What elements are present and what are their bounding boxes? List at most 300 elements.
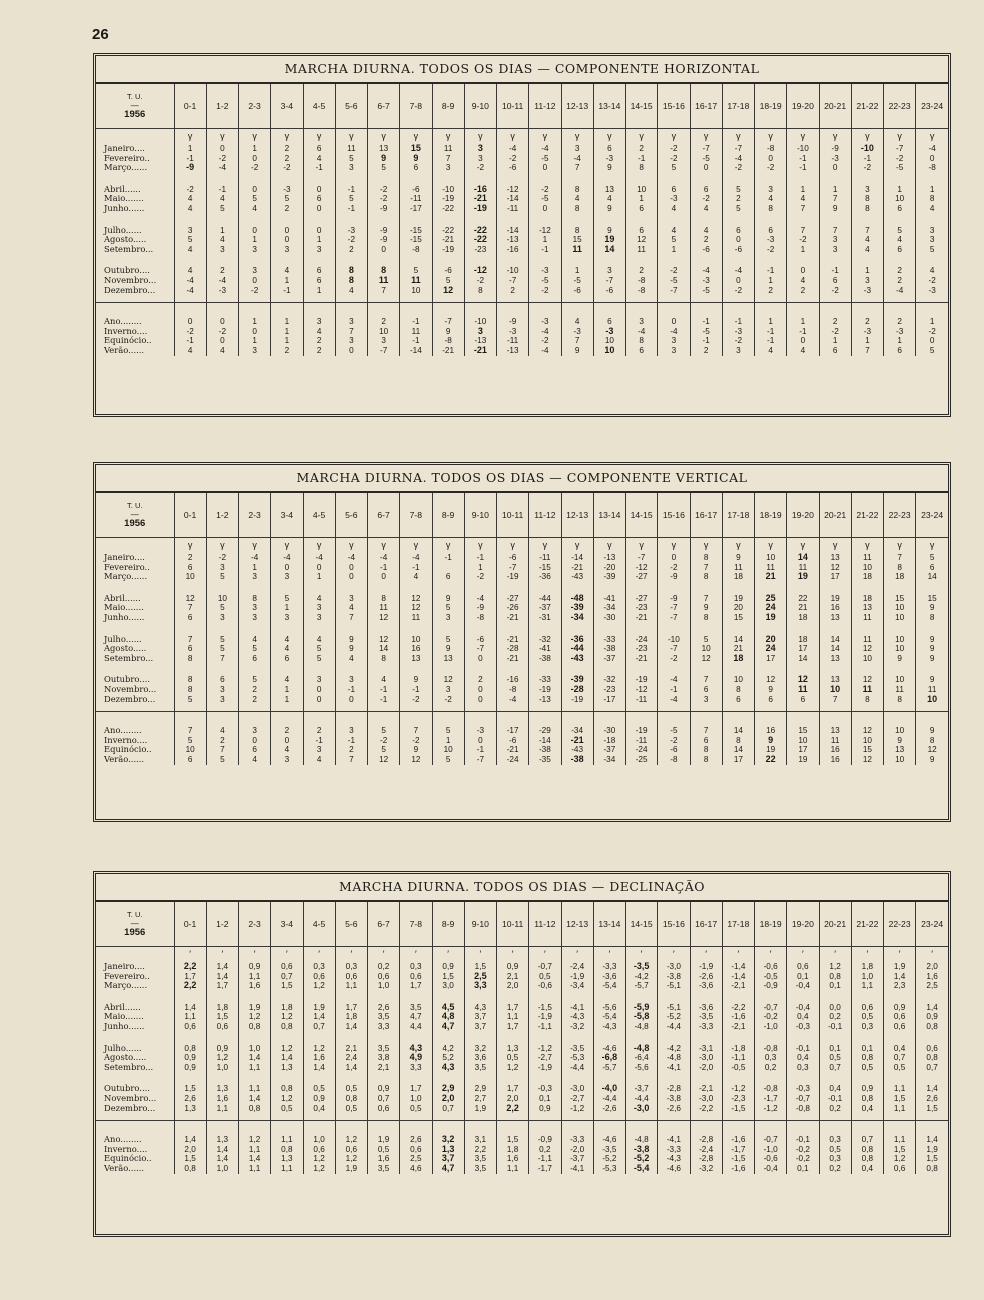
value-cell: 0,3 bbox=[819, 1154, 851, 1164]
value-cell: 6 bbox=[787, 695, 819, 705]
value-cell: 1,8 bbox=[851, 962, 883, 972]
value-cell: 8 bbox=[851, 204, 883, 214]
value-cell: -3,6 bbox=[593, 972, 625, 982]
value-cell: -8 bbox=[755, 144, 787, 154]
value-cell: 11 bbox=[851, 685, 883, 695]
value-cell: -3,8 bbox=[658, 972, 690, 982]
value-cell: -5 bbox=[529, 194, 561, 204]
value-cell: 21 bbox=[722, 644, 754, 654]
row-label: Agosto..... bbox=[104, 235, 147, 245]
value-cell: 7 bbox=[174, 603, 206, 613]
value-cell: -1 bbox=[432, 553, 464, 563]
value-cell: 7 bbox=[851, 226, 883, 236]
value-cell: -1 bbox=[174, 154, 206, 164]
value-cell: -1,1 bbox=[529, 1154, 561, 1164]
unit-cell: ′ bbox=[884, 947, 916, 963]
value-cell: -4 bbox=[206, 163, 238, 173]
unit-cell: γ bbox=[626, 129, 658, 145]
table-row bbox=[96, 654, 948, 664]
value-cell: -0,4 bbox=[787, 981, 819, 991]
value-cell: 2 bbox=[271, 154, 303, 164]
value-cell: 0,7 bbox=[851, 1135, 883, 1145]
value-cell: 3 bbox=[916, 235, 948, 245]
value-cell: 4 bbox=[400, 572, 432, 582]
hour-header: 0-1 bbox=[174, 493, 206, 538]
unit-cell: γ bbox=[787, 538, 819, 554]
value-cell: 5 bbox=[335, 154, 367, 164]
value-cell: 4 bbox=[787, 346, 819, 356]
value-cell: 9 bbox=[432, 327, 464, 337]
value-cell: -2 bbox=[658, 736, 690, 746]
value-cell: 16 bbox=[755, 726, 787, 736]
value-cell bbox=[432, 563, 464, 573]
value-cell: 0,4 bbox=[787, 1012, 819, 1022]
table-row bbox=[96, 204, 948, 214]
value-cell: 10 bbox=[722, 675, 754, 685]
value-cell: -9 bbox=[464, 603, 496, 613]
value-cell: 0 bbox=[722, 276, 754, 286]
value-cell: 0 bbox=[916, 154, 948, 164]
value-cell: 10 bbox=[626, 185, 658, 195]
value-cell: 1 bbox=[271, 685, 303, 695]
value-cell: -5 bbox=[884, 163, 916, 173]
value-cell: -2,8 bbox=[690, 1135, 722, 1145]
value-cell: 9 bbox=[755, 736, 787, 746]
value-cell: 8 bbox=[561, 185, 593, 195]
value-cell: 1,1 bbox=[174, 1012, 206, 1022]
value-cell: 10 bbox=[884, 635, 916, 645]
value-cell: 0,8 bbox=[851, 1053, 883, 1063]
value-cell: 0,4 bbox=[787, 1053, 819, 1063]
value-cell: 1,0 bbox=[239, 1044, 271, 1054]
value-cell: 4 bbox=[239, 635, 271, 645]
value-cell: -2 bbox=[529, 185, 561, 195]
table-row bbox=[96, 594, 948, 604]
value-cell: -0,9 bbox=[529, 1135, 561, 1145]
value-cell: 12 bbox=[851, 675, 883, 685]
value-cell: 1 bbox=[851, 336, 883, 346]
value-cell: 5 bbox=[658, 163, 690, 173]
value-cell: 0,9 bbox=[529, 1104, 561, 1114]
table-row bbox=[96, 245, 948, 255]
value-cell: -2 bbox=[368, 736, 400, 746]
hour-header: 20-21 bbox=[819, 902, 851, 947]
row-label: Maio....... bbox=[104, 1012, 144, 1022]
row-label: Outubro.... bbox=[104, 1084, 150, 1094]
value-cell: 10 bbox=[368, 327, 400, 337]
value-cell: 4,4 bbox=[400, 1022, 432, 1032]
value-cell: 9 bbox=[916, 603, 948, 613]
value-cell: 4 bbox=[239, 204, 271, 214]
hour-header: 19-20 bbox=[787, 84, 819, 129]
value-cell: 16 bbox=[400, 644, 432, 654]
value-cell: -15 bbox=[400, 235, 432, 245]
value-cell: -3,5 bbox=[690, 1012, 722, 1022]
value-cell: 1 bbox=[884, 185, 916, 195]
value-cell: -2 bbox=[239, 163, 271, 173]
table-row bbox=[96, 276, 948, 286]
unit-cell: γ bbox=[593, 129, 625, 145]
value-cell: -0,5 bbox=[755, 972, 787, 982]
value-cell: -3 bbox=[851, 286, 883, 296]
value-cell: -2 bbox=[400, 695, 432, 705]
value-cell: 1,1 bbox=[851, 981, 883, 991]
value-cell: 2,6 bbox=[916, 1094, 948, 1104]
value-cell: 1,4 bbox=[239, 1154, 271, 1164]
value-cell: 7 bbox=[884, 553, 916, 563]
value-cell: -7 bbox=[497, 276, 529, 286]
value-cell: 1,5 bbox=[174, 1154, 206, 1164]
value-cell: 0 bbox=[206, 336, 238, 346]
value-cell: -1,0 bbox=[755, 1145, 787, 1155]
value-cell: 0,9 bbox=[174, 1063, 206, 1073]
value-cell: 2,0 bbox=[174, 1145, 206, 1155]
value-cell: 3 bbox=[916, 226, 948, 236]
value-cell: 0,5 bbox=[851, 1012, 883, 1022]
table-row bbox=[96, 1022, 948, 1032]
hour-header: 8-9 bbox=[432, 493, 464, 538]
value-cell: 5 bbox=[206, 755, 238, 765]
row-label: Junho...... bbox=[104, 203, 145, 213]
value-cell: -2 bbox=[755, 245, 787, 255]
table-row bbox=[96, 1094, 948, 1104]
value-cell: 1,3 bbox=[432, 1145, 464, 1155]
value-cell: 7 bbox=[335, 613, 367, 623]
value-cell: 12 bbox=[368, 635, 400, 645]
value-cell: -6 bbox=[561, 286, 593, 296]
value-cell: 4 bbox=[658, 204, 690, 214]
value-cell: 0 bbox=[368, 245, 400, 255]
value-cell: -1 bbox=[368, 563, 400, 573]
value-cell: 11 bbox=[851, 635, 883, 645]
value-cell: -4,1 bbox=[658, 1063, 690, 1073]
value-cell: -0,3 bbox=[787, 1084, 819, 1094]
value-cell: -1,6 bbox=[722, 1012, 754, 1022]
value-cell: 2,2 bbox=[174, 981, 206, 991]
value-cell: -5 bbox=[690, 286, 722, 296]
value-cell: -5,2 bbox=[626, 1154, 658, 1164]
value-cell: -2 bbox=[755, 163, 787, 173]
hour-header: 9-10 bbox=[464, 902, 496, 947]
time-units-label: T. U. bbox=[127, 92, 143, 101]
value-cell: 0,6 bbox=[851, 1003, 883, 1013]
value-cell: 2 bbox=[464, 675, 496, 685]
value-cell: 5 bbox=[271, 594, 303, 604]
value-cell: 4 bbox=[884, 235, 916, 245]
data-table bbox=[96, 493, 948, 765]
value-cell: -1 bbox=[690, 317, 722, 327]
value-cell: -2 bbox=[658, 154, 690, 164]
value-cell: 8 bbox=[239, 594, 271, 604]
row-label: Março...... bbox=[104, 163, 148, 173]
value-cell: -5 bbox=[690, 327, 722, 337]
value-cell: 8 bbox=[368, 654, 400, 664]
value-cell: 21 bbox=[755, 572, 787, 582]
unit-cell: γ bbox=[626, 538, 658, 554]
table-row bbox=[96, 1053, 948, 1063]
value-cell: -1,5 bbox=[722, 1104, 754, 1114]
value-cell: 5 bbox=[206, 644, 238, 654]
value-cell: -2 bbox=[206, 327, 238, 337]
value-cell: 2 bbox=[368, 317, 400, 327]
hour-header: 0-1 bbox=[174, 84, 206, 129]
value-cell: 20 bbox=[722, 603, 754, 613]
value-cell: -4 bbox=[368, 553, 400, 563]
value-cell: 4 bbox=[335, 286, 367, 296]
unit-cell: γ bbox=[593, 538, 625, 554]
value-cell: 9 bbox=[755, 685, 787, 695]
value-cell: 11 bbox=[787, 563, 819, 573]
value-cell: 8 bbox=[916, 613, 948, 623]
value-cell: 1,2 bbox=[239, 1012, 271, 1022]
value-cell: 0,8 bbox=[335, 1094, 367, 1104]
value-cell: -22 bbox=[432, 204, 464, 214]
value-cell: 15 bbox=[787, 726, 819, 736]
value-cell: 0 bbox=[335, 572, 367, 582]
value-cell: -44 bbox=[561, 644, 593, 654]
hour-header: 5-6 bbox=[335, 493, 367, 538]
value-cell: -27 bbox=[626, 594, 658, 604]
value-cell: -4 bbox=[658, 675, 690, 685]
hour-header: 3-4 bbox=[271, 902, 303, 947]
value-cell: 5 bbox=[174, 235, 206, 245]
value-cell: -1,2 bbox=[722, 1084, 754, 1094]
value-cell: -1 bbox=[335, 736, 367, 746]
time-units-label: T. U. bbox=[127, 910, 143, 919]
value-cell: 1,1 bbox=[239, 1145, 271, 1155]
value-cell: -21 bbox=[464, 194, 496, 204]
value-cell: 5 bbox=[432, 603, 464, 613]
value-cell: -3,7 bbox=[561, 1154, 593, 1164]
value-cell: 7 bbox=[335, 755, 367, 765]
value-cell: 7 bbox=[400, 726, 432, 736]
value-cell: 0,9 bbox=[851, 1084, 883, 1094]
value-cell: 8 bbox=[174, 654, 206, 664]
value-cell: -5,3 bbox=[561, 1053, 593, 1063]
value-cell: 4 bbox=[174, 204, 206, 214]
value-cell: -1,4 bbox=[722, 972, 754, 982]
value-cell: -6 bbox=[658, 745, 690, 755]
value-cell: 4 bbox=[690, 204, 722, 214]
value-cell: 9 bbox=[593, 204, 625, 214]
value-cell: 0,9 bbox=[174, 1053, 206, 1063]
value-cell: -3,3 bbox=[561, 1135, 593, 1145]
unit-cell: ′ bbox=[368, 947, 400, 963]
table-row bbox=[96, 194, 948, 204]
value-cell: 18 bbox=[787, 635, 819, 645]
hour-header: 17-18 bbox=[722, 493, 754, 538]
value-cell: 0 bbox=[722, 235, 754, 245]
unit-cell: ′ bbox=[561, 947, 593, 963]
value-cell: -21 bbox=[626, 613, 658, 623]
value-cell: -0,7 bbox=[529, 962, 561, 972]
value-cell: 3 bbox=[239, 266, 271, 276]
value-cell: 0 bbox=[303, 695, 335, 705]
value-cell: 0,5 bbox=[497, 1053, 529, 1063]
value-cell: 1,2 bbox=[303, 1044, 335, 1054]
value-cell: -2,0 bbox=[561, 1145, 593, 1155]
hour-header: 7-8 bbox=[400, 493, 432, 538]
value-cell: 0 bbox=[658, 553, 690, 563]
value-cell: 5 bbox=[916, 553, 948, 563]
value-cell: 24 bbox=[755, 603, 787, 613]
value-cell: 1 bbox=[851, 266, 883, 276]
value-cell: 19 bbox=[755, 613, 787, 623]
value-cell: -3,1 bbox=[690, 1044, 722, 1054]
value-cell: 8 bbox=[722, 685, 754, 695]
value-cell: 1 bbox=[271, 695, 303, 705]
value-cell: -4,2 bbox=[658, 1044, 690, 1054]
value-cell: 1,5 bbox=[432, 972, 464, 982]
hour-header: 5-6 bbox=[335, 902, 367, 947]
value-cell: -3,0 bbox=[690, 1053, 722, 1063]
unit-cell: γ bbox=[916, 538, 948, 554]
value-cell: 10 bbox=[819, 685, 851, 695]
value-cell: 1,2 bbox=[206, 1053, 238, 1063]
row-label: Junho...... bbox=[104, 1021, 145, 1031]
value-cell: 0,4 bbox=[851, 1164, 883, 1174]
value-cell: 1 bbox=[561, 266, 593, 276]
value-cell: 0,9 bbox=[206, 1044, 238, 1054]
value-cell: -4 bbox=[529, 327, 561, 337]
value-cell: 1 bbox=[239, 563, 271, 573]
value-cell: 2,2 bbox=[174, 962, 206, 972]
value-cell: 12 bbox=[755, 675, 787, 685]
value-cell: -2,4 bbox=[690, 1145, 722, 1155]
value-cell: 2 bbox=[303, 726, 335, 736]
value-cell: -2,6 bbox=[690, 972, 722, 982]
value-cell: 0,8 bbox=[271, 1084, 303, 1094]
value-cell: 3 bbox=[239, 245, 271, 255]
value-cell: 4 bbox=[561, 317, 593, 327]
row-label: Novembro... bbox=[104, 1093, 157, 1103]
hour-header: 16-17 bbox=[690, 902, 722, 947]
value-cell: -4,8 bbox=[626, 1044, 658, 1054]
value-cell: 9 bbox=[335, 644, 367, 654]
hour-header: 23-24 bbox=[916, 902, 948, 947]
value-cell: 3 bbox=[271, 572, 303, 582]
value-cell: 4 bbox=[206, 726, 238, 736]
value-cell: 0 bbox=[335, 695, 367, 705]
value-cell: 9 bbox=[400, 154, 432, 164]
value-cell: -2,1 bbox=[722, 1022, 754, 1032]
value-cell: -43 bbox=[561, 654, 593, 664]
value-cell: 3 bbox=[658, 346, 690, 356]
value-cell: -0,7 bbox=[755, 1135, 787, 1145]
value-cell: -3 bbox=[916, 286, 948, 296]
value-cell: 6 bbox=[884, 346, 916, 356]
value-cell: 4 bbox=[271, 675, 303, 685]
value-cell: 1 bbox=[529, 235, 561, 245]
value-cell: 12 bbox=[174, 594, 206, 604]
value-cell: -0,4 bbox=[787, 1003, 819, 1013]
value-cell: -7 bbox=[884, 144, 916, 154]
value-cell: 1,1 bbox=[335, 981, 367, 991]
value-cell: -2 bbox=[206, 553, 238, 563]
table-row bbox=[96, 185, 948, 195]
row-label: Verão...... bbox=[104, 1163, 145, 1173]
value-cell: 14 bbox=[819, 635, 851, 645]
value-cell: -10 bbox=[787, 144, 819, 154]
hour-header: 19-20 bbox=[787, 902, 819, 947]
value-cell: 7 bbox=[819, 695, 851, 705]
value-cell: -21 bbox=[464, 346, 496, 356]
value-cell: -5 bbox=[690, 154, 722, 164]
value-cell: 1,4 bbox=[884, 972, 916, 982]
hour-header: 10-11 bbox=[497, 493, 529, 538]
value-cell: 0 bbox=[174, 317, 206, 327]
value-cell: 8 bbox=[690, 572, 722, 582]
value-cell: 0,6 bbox=[884, 1164, 916, 1174]
value-cell: 10 bbox=[884, 644, 916, 654]
row-label: Fevereiro.. bbox=[104, 971, 150, 981]
value-cell: 6 bbox=[593, 317, 625, 327]
value-cell: 6 bbox=[303, 266, 335, 276]
value-cell: 3,8 bbox=[368, 1053, 400, 1063]
value-cell: 2 bbox=[626, 144, 658, 154]
value-cell: 3 bbox=[239, 726, 271, 736]
value-cell: 1,1 bbox=[271, 1135, 303, 1145]
hour-header: 9-10 bbox=[464, 84, 496, 129]
value-cell: 0,1 bbox=[851, 1044, 883, 1054]
value-cell: -1 bbox=[464, 553, 496, 563]
table-horizontal-component bbox=[93, 53, 951, 417]
value-cell: 0,1 bbox=[819, 1044, 851, 1054]
value-cell: 10 bbox=[400, 286, 432, 296]
value-cell: 2,2 bbox=[497, 1104, 529, 1114]
value-cell: 14 bbox=[916, 572, 948, 582]
header-row bbox=[96, 84, 948, 129]
unit-cell: γ bbox=[819, 129, 851, 145]
value-cell: 10 bbox=[884, 726, 916, 736]
value-cell: -3 bbox=[529, 317, 561, 327]
value-cell: -20 bbox=[593, 563, 625, 573]
value-cell: 6 bbox=[755, 226, 787, 236]
value-cell: 12 bbox=[787, 675, 819, 685]
value-cell: -1,2 bbox=[561, 1104, 593, 1114]
value-cell: -1 bbox=[400, 317, 432, 327]
year-label: 1956 bbox=[124, 518, 146, 529]
value-cell: 2,1 bbox=[368, 1063, 400, 1073]
value-cell: 12 bbox=[368, 755, 400, 765]
value-cell: 0,5 bbox=[400, 1104, 432, 1114]
value-cell: -1 bbox=[335, 185, 367, 195]
value-cell: -3 bbox=[722, 327, 754, 337]
value-cell: 0 bbox=[303, 226, 335, 236]
value-cell: -5,1 bbox=[658, 981, 690, 991]
value-cell: 0 bbox=[303, 563, 335, 573]
value-cell: -1 bbox=[658, 685, 690, 695]
value-cell: 2 bbox=[239, 695, 271, 705]
value-cell: -37 bbox=[529, 603, 561, 613]
value-cell: 1,7 bbox=[400, 1084, 432, 1094]
value-cell: 4 bbox=[658, 226, 690, 236]
value-cell: 0,6 bbox=[400, 1145, 432, 1155]
value-cell: 2,9 bbox=[464, 1084, 496, 1094]
unit-cell: γ bbox=[303, 129, 335, 145]
value-cell: 10 bbox=[432, 745, 464, 755]
value-cell: -1 bbox=[690, 336, 722, 346]
table-row bbox=[96, 226, 948, 236]
value-cell: -34 bbox=[593, 755, 625, 765]
value-cell: 1,6 bbox=[497, 1154, 529, 1164]
value-cell: 2 bbox=[851, 317, 883, 327]
value-cell: 3,3 bbox=[368, 1022, 400, 1032]
value-cell: -36 bbox=[529, 572, 561, 582]
value-cell: 10 bbox=[174, 745, 206, 755]
value-cell: -7 bbox=[368, 346, 400, 356]
value-cell: -3,0 bbox=[561, 1084, 593, 1094]
